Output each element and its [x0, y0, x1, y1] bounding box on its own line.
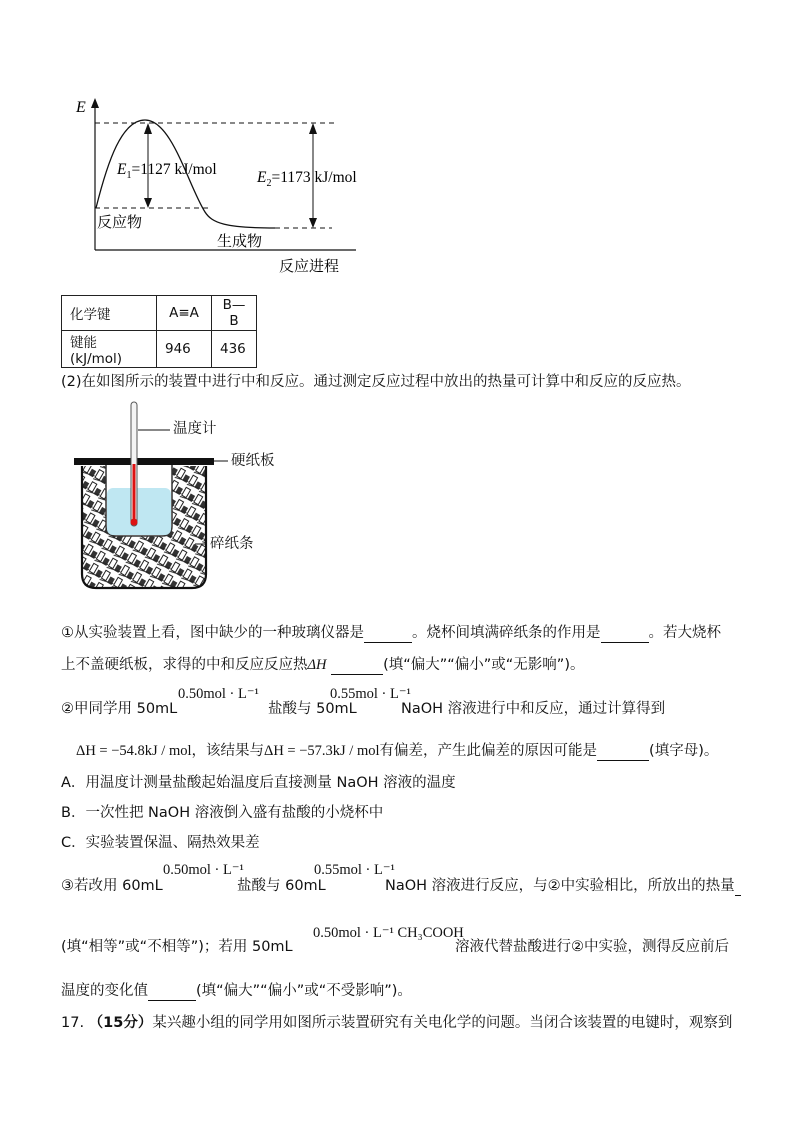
concentration-formula: 0.50mol · L⁻¹	[163, 862, 244, 878]
answer-blank[interactable]	[364, 626, 412, 643]
q1-line1: ①从实验装置上看，图中缺少的一种玻璃仪器是 。烧杯间填满碎纸条的作用是 。若大烧杯	[61, 625, 721, 641]
bond-energy-table	[61, 295, 257, 368]
q3-part-a: ③若改用 60mL	[61, 878, 163, 894]
table-cell: 946	[157, 331, 212, 368]
x-axis-label: 反应进程	[279, 259, 340, 275]
label-cardboard: 硬纸板	[231, 453, 275, 469]
q2-part-a: ②甲同学用 50mL	[61, 701, 178, 717]
answer-blank[interactable]	[735, 879, 741, 896]
answer-blank[interactable]	[601, 626, 649, 643]
q2-part-b: 盐酸与 50mL	[268, 701, 357, 717]
e1-label: $E_1=1127$ kJ/mol	[117, 161, 217, 181]
label-thermometer: 温度计	[173, 421, 217, 437]
table-cell: 436	[212, 331, 257, 368]
q2-line2: ΔH = −54.8kJ / mol，该结果与ΔH = −57.3kJ / mol有偏差，产生此偏差的原因可能是 (填字母)。	[76, 743, 719, 759]
concentration-formula: 0.55mol · L⁻¹	[314, 862, 395, 878]
table-row	[62, 296, 257, 331]
y-axis-label: E	[76, 99, 86, 116]
answer-blank[interactable]	[148, 984, 196, 1001]
option-a: A．用温度计测量盐酸起始温度后直接测量 NaOH 溶液的温度	[61, 775, 456, 791]
reactant-label: 反应物	[97, 215, 143, 231]
table-header: 化学键	[62, 296, 157, 331]
table-row	[62, 331, 257, 368]
energy-diagram	[60, 90, 380, 285]
product-label: 生成物	[217, 234, 263, 250]
option-b: B．一次性把 NaOH 溶液倒入盛有盐酸的小烧杯中	[61, 805, 384, 821]
q3-part-b: 盐酸与 60mL	[237, 878, 326, 894]
concentration-formula: 0.55mol · L⁻¹	[330, 686, 411, 702]
answer-blank[interactable]	[331, 658, 383, 675]
concentration-formula: 0.50mol · L⁻¹ CH₃COOH	[313, 925, 464, 941]
q3-line2-b: 溶液代替盐酸进行②中实验，测得反应前后	[455, 939, 729, 955]
q17-line1: 17. （15分）某兴趣小组的同学用如图所示装置研究有关电化学的问题。当闭合该装置的电键时，观察到	[61, 1015, 733, 1031]
q3-part-c: NaOH 溶液进行反应，与②中实验相比，所放出的热量	[385, 876, 741, 896]
q1-line2: 上不盖硬纸板，求得的中和反应反应热ΔH (填“偏大”“偏小”或“无影响”)。	[61, 657, 585, 673]
answer-blank[interactable]	[597, 744, 649, 761]
q2-intro: (2)在如图所示的装置中进行中和反应。通过测定反应过程中放出的热量可计算中和反应的反应热。	[61, 374, 691, 390]
concentration-formula: 0.50mol · L⁻¹	[178, 686, 259, 702]
label-shredded-paper: 碎纸条	[210, 536, 254, 552]
q3-line2-a: (填“相等”或“不相等”)；若用 50mL	[61, 939, 293, 955]
q3-line3: 温度的变化值 (填“偏大”“偏小”或“不受影响”)。	[61, 983, 412, 999]
table-header: B—B	[212, 296, 257, 331]
table-header: A≡A	[157, 296, 212, 331]
e2-label: $E_2=1173$ kJ/mol	[257, 169, 357, 189]
table-cell: 键能(kJ/mol)	[62, 331, 157, 368]
q2-part-c: NaOH 溶液进行中和反应，通过计算得到	[401, 701, 666, 717]
option-c: C．实验装置保温、隔热效果差	[61, 835, 260, 851]
